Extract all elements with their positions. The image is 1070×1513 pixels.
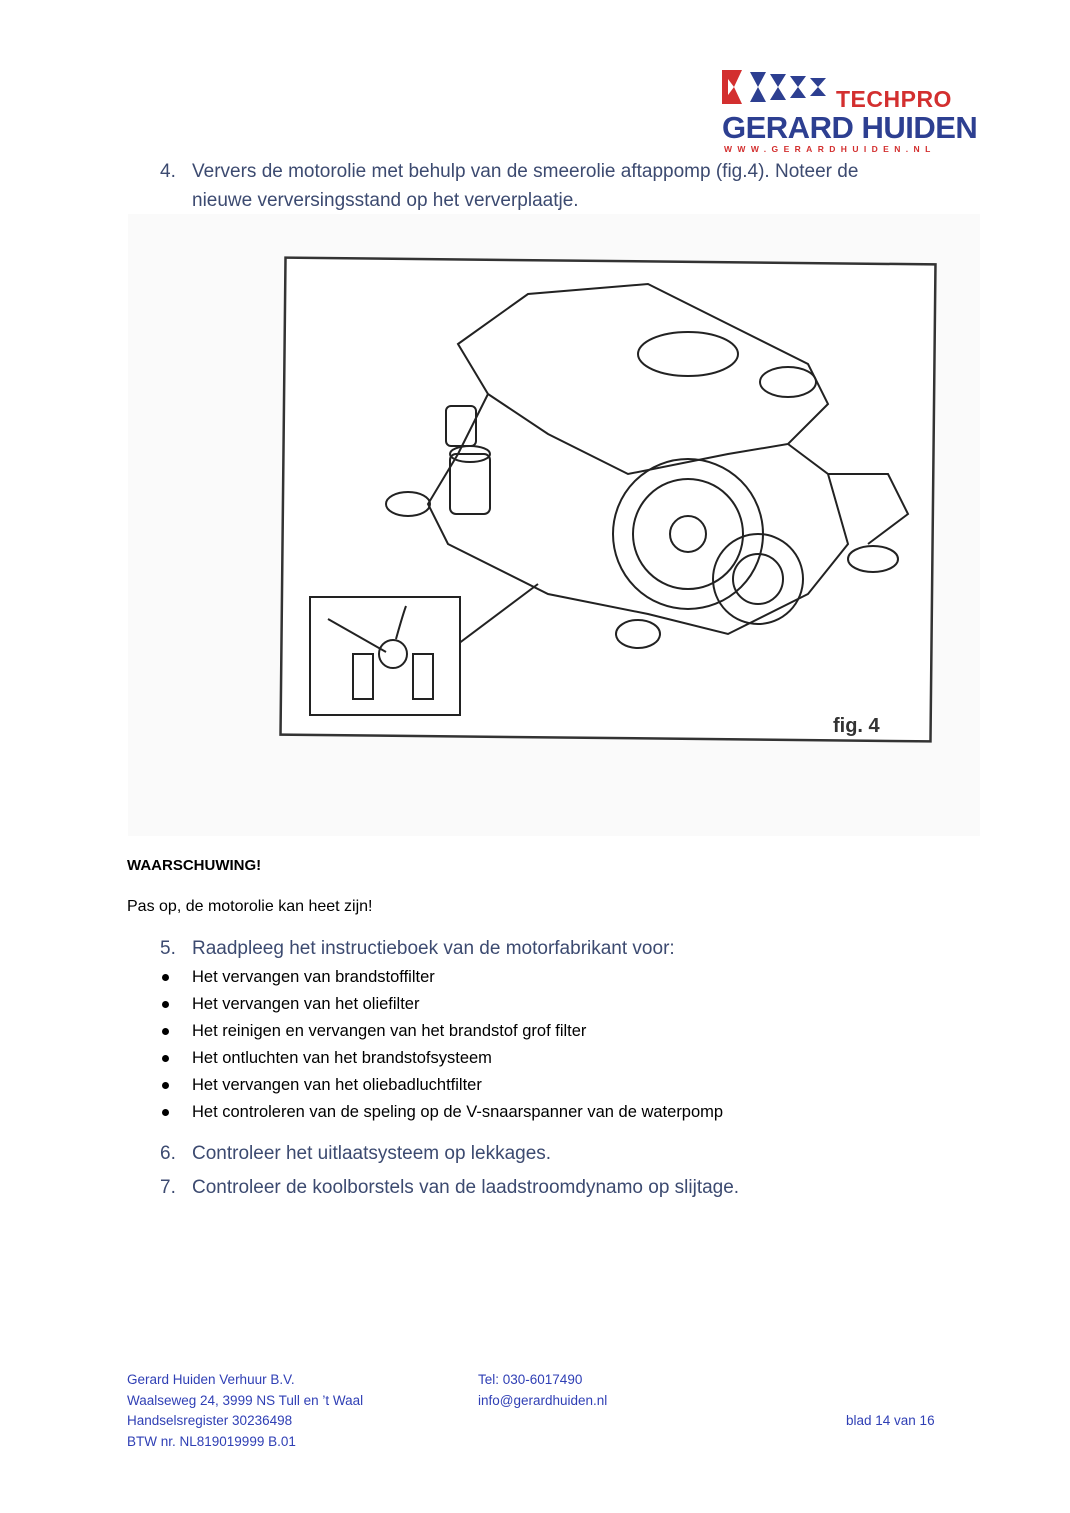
chevrons-logo-icon	[722, 66, 837, 108]
logo-company: GERARD HUIDEN	[722, 110, 978, 145]
warning-title: WAARSCHUWING!	[127, 857, 262, 874]
logo-website: WWW.GERARDHUIDEN.NL	[724, 144, 936, 154]
engine-diagram	[128, 214, 980, 836]
maintenance-list	[160, 965, 723, 1127]
list-item: Het ontluchten van het brandstofsysteem	[160, 1046, 723, 1073]
list-item: Het vervangen van het oliefilter	[160, 992, 723, 1019]
step-number: 5.	[160, 938, 176, 959]
footer-contact-block	[478, 1370, 607, 1411]
list-item: Het controleren van de speling op de V-snaarspanner van de waterpomp	[160, 1100, 723, 1127]
footer-register: Handselsregister 30236498	[127, 1413, 293, 1428]
engine-figure	[128, 214, 980, 836]
page-number: blad 14 van 16	[846, 1413, 935, 1428]
step-text: Controleer het uitlaatsysteem op lekkages.	[192, 1143, 552, 1164]
step-number: 4.	[160, 161, 176, 182]
warning-text: Pas op, de motorolie kan heet zijn!	[127, 898, 373, 915]
bullet-icon	[162, 1001, 169, 1008]
list-item: Het vervangen van het oliebadluchtfilter	[160, 1073, 723, 1100]
bullet-icon	[162, 1109, 169, 1116]
step-number: 7.	[160, 1177, 176, 1198]
step-number: 6.	[160, 1143, 176, 1164]
step-text: Controleer de koolborstels van de laadstroomdynamo op slijtage.	[192, 1177, 740, 1198]
bullet-icon	[162, 974, 169, 981]
step-text: Raadpleeg het instructieboek van de motorfabrikant voor:	[192, 938, 675, 959]
step-text: Ververs de motorolie met behulp van de smeerolie aftappomp (fig.4). Noteer de nieuwe verversingsstand op het ververplaatje.	[192, 161, 859, 211]
footer-vat: BTW nr. NL819019999 B.01	[127, 1433, 296, 1449]
bullet-icon	[162, 1028, 169, 1035]
footer-address: Waalseweg 24, 3999 NS Tull en ’t Waal	[127, 1392, 364, 1408]
bullet-icon	[162, 1055, 169, 1062]
footer-tel: Tel: 030-6017490	[478, 1372, 583, 1387]
footer-email[interactable]: info@gerardhuiden.nl	[478, 1392, 608, 1408]
bullet-icon	[162, 1082, 169, 1089]
figure-label: fig. 4	[833, 715, 880, 737]
footer-company-block	[127, 1370, 363, 1452]
footer-company: Gerard Huiden Verhuur B.V.	[127, 1372, 295, 1387]
logo-brand: TECHPRO	[836, 86, 952, 112]
list-item: Het reinigen en vervangen van het brandstof grof filter	[160, 1019, 723, 1046]
list-item: Het vervangen van brandstoffilter	[160, 965, 723, 992]
company-logo	[722, 66, 978, 156]
